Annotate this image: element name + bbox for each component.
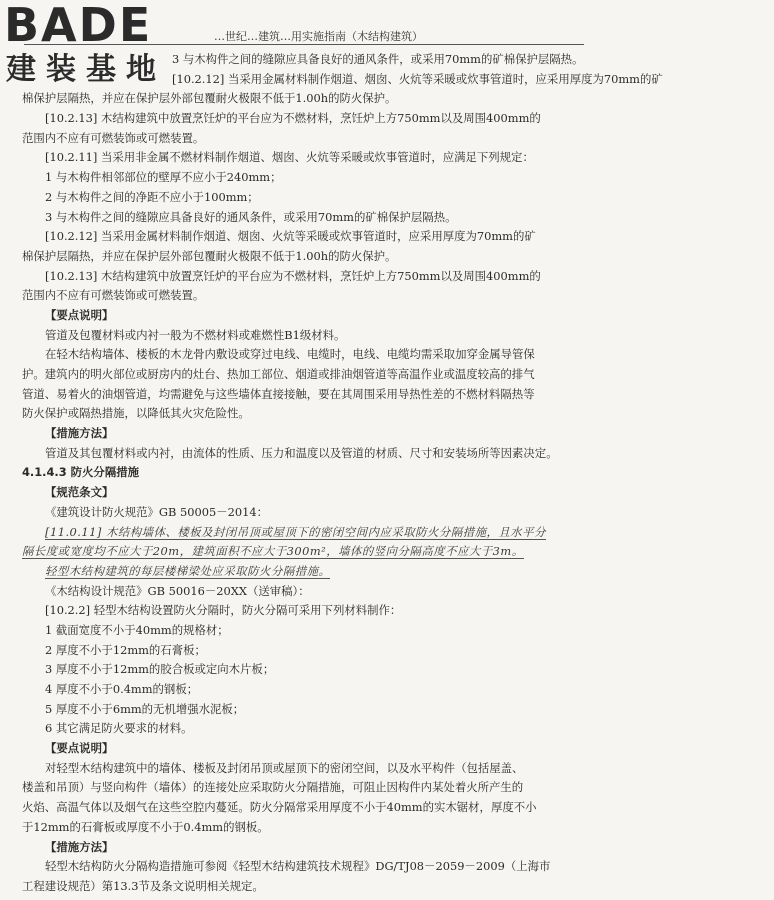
text-line: 范围内不应有可燃装饰或可燃装置。 — [22, 288, 205, 303]
text-line: 棉保护层隔热，并应在保护层外部包覆耐火极限不低于1.00h的防火保护。 — [22, 91, 397, 106]
handwritten-clause-line: 隔长度或宽度均不应大于20m，建筑面积不应大于300m²，墙体的竖向分隔高度不应大于3m。 — [22, 544, 524, 559]
handwritten-clause-line: 轻型木结构建筑的每层楼梯梁处应采取防火分隔措施。 — [45, 563, 331, 578]
section-heading: 【要点说明】 — [45, 741, 114, 756]
list-item: 3 与木构件之间的缝隙应具备良好的通风条件，或采用70mm的矿棉保护层隔热。 — [45, 209, 457, 224]
section-heading: 【措施方法】 — [45, 839, 114, 854]
list-item: 4 厚度不小于0.4mm的钢板； — [45, 682, 199, 696]
list-item: 1 截面宽度不小于40mm的规格材； — [45, 622, 229, 637]
logo-latin-text: BADE — [4, 0, 153, 52]
section-heading: 【措施方法】 — [45, 426, 114, 441]
list-item: 1 与木构件相邻部位的壁厚不应小于240mm； — [45, 170, 282, 185]
list-item: 2 与木构件之间的净距不应小于100mm； — [45, 189, 259, 204]
text-line: 对轻型木结构建筑中的墙体、楼板及封闭吊顶或屋顶下的密闭空间，以及水平构件（包括屋盖、 — [45, 760, 524, 775]
text-line: 棉保护层隔热，并应在保护层外部包覆耐火极限不低于1.00h的防火保护。 — [22, 248, 397, 263]
text-line: [10.2.12] 当采用金属材料制作烟道、烟囱、火炕等采暖或炊事管道时，应采用厚度为70mm的矿 — [45, 229, 536, 244]
text-line: 工程建设规范）第13.3节及条文说明相关规定。 — [22, 878, 264, 893]
list-item: 6 其它满足防火要求的材料。 — [45, 721, 193, 736]
text-line: 管道及其包覆材料或内衬，由流体的性质、压力和温度以及管道的材质、尺寸和安装场所等因素决定。 — [45, 445, 558, 460]
text-line: [10.2.13] 木结构建筑中放置烹饪炉的平台应为不燃材料，烹饪炉上方750mm以及周围400mm的 — [45, 111, 541, 126]
text-line: 楼盖和吊顶）与竖向构件（墙体）的连接处应采取防火分隔措施，可阻止因构件内某处着火所产生的 — [22, 780, 524, 795]
text-line: [10.2.11] 当采用非金属不燃材料制作烟道、烟囱、火炕等采暖或炊事管道时，应满足下列规定： — [45, 150, 534, 165]
text-line: 《木结构设计规范》GB 50016－20XX（送审稿）： — [45, 583, 310, 598]
text-line: 防火保护或隔热措施，以降低其火灾危险性。 — [22, 406, 250, 421]
text-line: [10.2.13] 木结构建筑中放置烹饪炉的平台应为不燃材料，烹饪炉上方750mm以及周围400mm的 — [45, 268, 541, 283]
text-line: 《建筑设计防火规范》GB 50005－2014： — [45, 504, 269, 519]
section-heading: 【要点说明】 — [45, 307, 114, 322]
header-divider — [24, 44, 584, 45]
logo-chinese-text: 建装基地 — [6, 52, 166, 87]
text-line: 轻型木结构防火分隔构造措施可参阅《轻型木结构建筑技术规程》DG/TJ08－2059－2009（上海市 — [45, 859, 551, 874]
running-header: …世纪…建筑…用实施指南（木结构建筑） — [214, 30, 423, 43]
subsection-title: 4.1.4.3 防火分隔措施 — [22, 465, 139, 480]
list-item: 5 厚度不小于6mm的无机增强水泥板； — [45, 701, 245, 716]
list-item: 3 厚度不小于12mm的胶合板或定向木片板； — [45, 662, 275, 677]
text-line: 护。建筑内的明火部位或厨房内的灶台、热加工部位、烟道或排油烟管道等高温作业或温度较高的排气 — [22, 367, 535, 381]
list-item: 2 厚度不小于12mm的石膏板； — [45, 642, 206, 657]
text-line: 在轻木结构墙体、楼板的木龙骨内敷设或穿过电线、电缆时，电线、电缆均需采取加穿金属导管保 — [45, 347, 535, 362]
text-line: 管道、易着火的油烟管道，均需避免与这些墙体直接接触，要在其周围采用导热性差的不燃材料隔热等 — [22, 386, 535, 401]
text-line: 管道及包覆材料或内衬一般为不燃材料或难燃性B1级材料。 — [45, 327, 346, 342]
text-line: [10.2.12] 当采用金属材料制作烟道、烟囱、火炕等采暖或炊事管道时，应采用厚度为70mm的矿 — [172, 71, 663, 86]
text-line: 范围内不应有可燃装饰或可燃装置。 — [22, 130, 205, 145]
handwritten-clause-line: [11.0.11] 木结构墙体、楼板及封闭吊顶或屋顶下的密闭空间内应采取防火分隔措施，且水平分 — [45, 524, 546, 539]
text-line: [10.2.2] 轻型木结构设置防火分隔时，防火分隔可采用下列材料制作： — [45, 603, 402, 618]
section-heading: 【规范条文】 — [45, 485, 114, 500]
text-line: 3 与木构件之间的缝隙应具备良好的通风条件，或采用70mm的矿棉保护层隔热。 — [172, 52, 584, 66]
page-body — [22, 50, 663, 897]
text-line: 火焰、高温气体以及烟气在这些空腔内蔓延。防火分隔常采用厚度不小于40mm的实木锯材，厚度不小 — [22, 800, 537, 815]
text-line: 于12mm的石膏板或厚度不小于0.4mm的钢板。 — [22, 819, 269, 834]
